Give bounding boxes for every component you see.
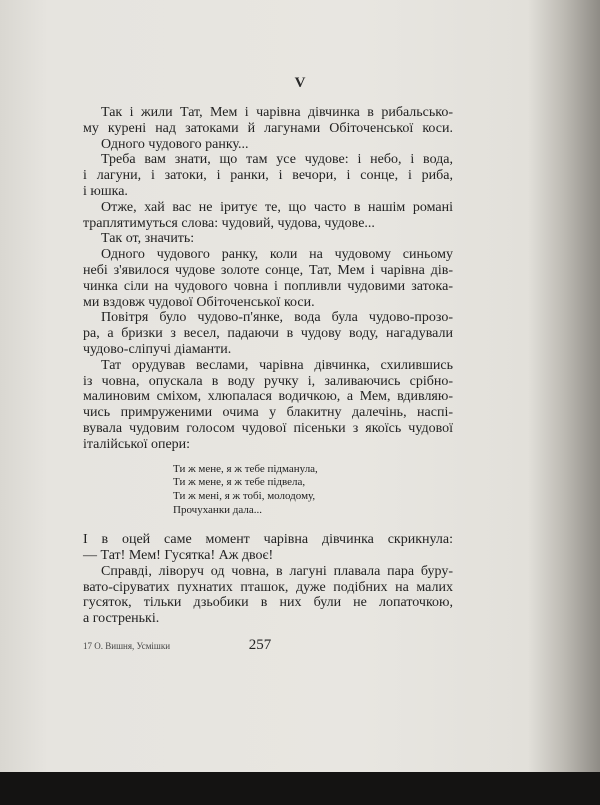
text-line: гусяток, тільки дзьобики в них були не лопаточкою, [83, 595, 453, 611]
text-line: вувала чудовим голосом чудової пісеньки з якоїсь чудової [83, 420, 453, 436]
verse-line: Ти ж мене, я ж тебе підманула, [173, 462, 318, 475]
text-line: І в оцей саме момент чарівна дівчинка скрикнула: [83, 532, 453, 548]
text-line: ми вздовж чудової Обіточенської коси. [83, 294, 315, 310]
text-line: Отже, хай вас не іритує те, що часто в нашім романі [101, 199, 453, 215]
page-number: 257 [248, 637, 272, 653]
text-line: Так от, значить: [101, 231, 195, 247]
body-text [83, 105, 453, 627]
text-line: чинка сіли на чудового човна і попливли чудовими затока- [83, 278, 453, 294]
scan-border [0, 772, 600, 805]
text-line: траплятимуться слова: чудовий, чудова, чудове... [83, 215, 375, 231]
text-line: Треба вам знати, що там усе чудове: і небо, і вода, [101, 152, 453, 168]
verse-block [83, 463, 453, 518]
text-line: чудово-сліпучі діаманти. [83, 341, 232, 357]
text-line: вато-сіруватих пухнатих пташок, дуже подібних на малих [83, 579, 453, 595]
text-line: італійської опери: [83, 436, 191, 452]
verse-line: Ти ж мені, я ж тобі, молодому, [173, 489, 316, 502]
text-line: малиновим сміхом, хлюпалася водичкою, а Мем, вдивляю- [83, 389, 453, 405]
text-line: му курені над затоками й лагунами Обіточенської коси. [83, 120, 453, 136]
spacer [83, 517, 453, 532]
text-line: Тат орудував веслами, чарівна дівчинка, схилившись [101, 357, 453, 373]
text-line: Одного чудового ранку, коли на чудовому синьому [101, 247, 453, 263]
text-line: — Тат! Мем! Гусятка! Аж двоє! [83, 548, 274, 564]
text-line: Справді, ліворуч од човна, в лагуні плавала пара буру- [101, 563, 453, 579]
text-line: і лагуни, і затоки, і ранки, і вечори, і сонце, і риба, [83, 168, 453, 184]
chapter-heading: V [294, 75, 306, 91]
text-line: Одного чудового ранку... [101, 136, 249, 152]
verse-line: Ти ж мене, я ж тебе підвела, [173, 476, 306, 489]
text-line: небі з'явилося чудове золоте сонце, Тат, Мем і чарівна дів- [83, 262, 453, 278]
verse-line: Прочуханки дала... [173, 503, 262, 516]
text-line: ра, а бризки з весел, падаючи в чудову воду, нагадували [83, 326, 453, 342]
text-line: чись примруженими очима у блакитну далечінь, наспі- [83, 405, 453, 421]
text-line: а гостренькі. [83, 611, 160, 627]
text-line: Повітря було чудово-п'янке, вода була чудово-прозо- [101, 310, 453, 326]
text-line: із човна, опускала в воду ручку і, заливаючись срібно- [83, 373, 453, 389]
spacer [83, 453, 453, 463]
text-line: і юшка. [83, 183, 128, 199]
footer-signature: 17 О. Вишня, Усмішки [83, 641, 171, 651]
text-line: Так і жили Тат, Мем і чарівна дівчинка в рибальсько- [101, 105, 453, 120]
